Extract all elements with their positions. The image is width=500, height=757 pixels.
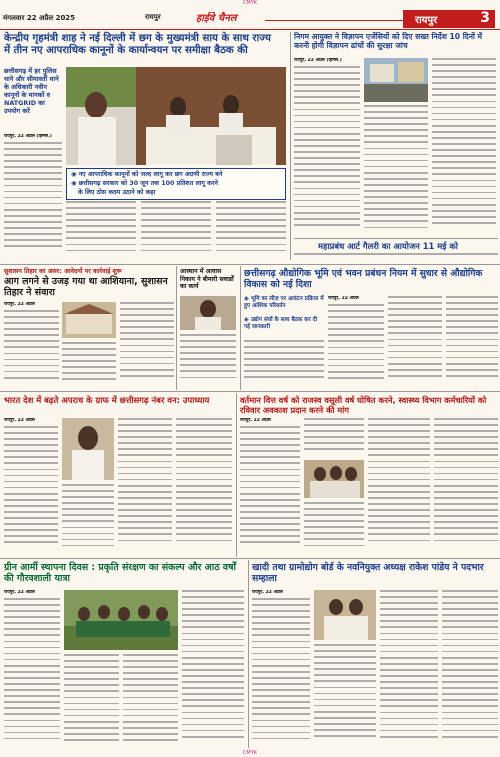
- finance-body-col3: [368, 418, 430, 554]
- industry-dateline: रायपुर, 22 अप्रैल: [328, 296, 359, 301]
- industry-body-col3: [388, 296, 442, 386]
- crime-headline: भारत देश में बढ़ते अपराध के ग्राफ में छत्तीसगढ़ नंबर वन: उपाध्याय: [4, 395, 210, 405]
- finance-body-col4: [434, 418, 498, 554]
- industry-body-col4: [446, 296, 498, 386]
- lead-photo: [66, 67, 286, 165]
- finance-body-col1: [240, 426, 300, 554]
- gallery-headline: महाप्रबंध आर्ट गैलरी का आयोजन 11 मई को: [318, 241, 458, 251]
- industry-bullet-2-text: उद्योग संघों के साथ बैठक कर दी गई जानकारी: [244, 317, 318, 330]
- fire-body-col3: [120, 302, 174, 386]
- crime-body-col3: [118, 418, 172, 554]
- lead-bullet-box: [66, 168, 286, 200]
- lead-bullet-1-text: नए आपराधिक कानूनों को जल्द लागू कर छग अग्रणी राज्य बने: [78, 171, 223, 178]
- lead-bullet-3: के लिए ठोस कदम उठाने को कहा: [78, 189, 156, 196]
- finance-body-col2a: [304, 418, 364, 458]
- fire-body-col1: [4, 310, 59, 386]
- lead-bullet-2-text: छत्तीसगढ़ सरकार को 30 जून तक 100 प्रतिशत लागू करने: [78, 180, 219, 187]
- section-badge: [403, 10, 495, 28]
- green-body-col2: [64, 654, 119, 746]
- industry-body-col2: [328, 304, 384, 386]
- edition-city: रायपुर: [145, 13, 161, 21]
- nigam-body-col3: [432, 58, 496, 236]
- khadi-body-col2: [314, 644, 376, 746]
- crime-body-col2: [62, 484, 114, 554]
- lead-bullet-2: ◉ छत्तीसगढ़ सरकार को 30 जून तक 100 प्रतिशत लागू करने: [71, 180, 219, 187]
- nigam-dateline: रायपुर, 22 अप्रैल (हिमस.): [294, 58, 342, 63]
- column-divider: [290, 32, 291, 260]
- house-photo-image: [62, 302, 116, 338]
- lead-headline: [4, 33, 286, 58]
- finance-dateline: रायपुर, 22 अप्रैल: [240, 418, 271, 423]
- nigam-photo: [364, 58, 428, 102]
- person-photo-image: [180, 296, 236, 330]
- nigam-body-col2: [364, 105, 428, 235]
- industry-bullet-1-text: भूमि का लीज़ पर आवंटन प्रक्रिया में हुए आंशिक परिवर्तन: [244, 296, 324, 309]
- nigam-headline: निगम आयुक्त ने विज्ञापन एजेंसियों को दिए सख्त निर्देश 10 दिनों में करनी होगी विज्ञापन ढांचों की सुरक्षा जांच: [294, 32, 483, 51]
- section-rule-3: [0, 558, 500, 559]
- khadi-headline: खादी तथा ग्रामोद्योग बोर्ड के नवनियुक्त अध्यक्ष राकेश पांडेय ने पदभार सम्हाला: [252, 562, 484, 585]
- industry-divider: [240, 266, 241, 390]
- lead-intro-sub: छत्तीसगढ़ में हर पुलिस थाने और सीमावर्ती थाने के अधिकारी नवीन कानूनों के मानकों व NATGRID का उपयोग करें: [4, 67, 59, 115]
- khadi-body-col1: [252, 598, 310, 746]
- lead-bullet-1: ◉ नए आपराधिक कानूनों को जल्द लागू कर छग अग्रणी राज्य बने: [71, 171, 223, 178]
- print-marks-bottom: CMYK: [242, 750, 258, 756]
- delegation-photo-image: [304, 460, 364, 498]
- gallery-body: [294, 253, 498, 263]
- khadi-body-col4: [442, 590, 498, 746]
- fire-sub: सुशासन तिहार का असर: आवेदनों पर कार्रवाई शुरू: [4, 268, 122, 275]
- crime-body-col1: [4, 426, 58, 554]
- khadi-body-col3: [380, 590, 438, 746]
- lead-body-col4: [216, 201, 286, 257]
- khadi-chairman-photo-image: [314, 590, 376, 640]
- lead-headline-line1: केन्द्रीय गृहमंत्री शाह ने नई दिल्ली में छग के मुख्यमंत्री साय के साथ राज्य: [4, 33, 271, 44]
- fire-headline: आग लगने से उजड़ गया था आशियाना, सुशासन तिहार ने संवारा: [4, 276, 168, 299]
- page-number: 3: [480, 10, 490, 26]
- section-rule-1: [0, 264, 500, 265]
- aasthaan-divider: [176, 266, 177, 390]
- masthead-divider: [265, 14, 415, 21]
- green-photo: [64, 590, 178, 650]
- lead-headline-line2: में तीन नए आपराधिक कानूनों के कार्यान्वयन पर समीक्षा बैठक की: [4, 45, 248, 57]
- finance-body-col2b: [304, 502, 364, 554]
- lead-dateline: रायपुर, 22 अप्रैल (हिमस.): [4, 134, 52, 139]
- crime-photo: [62, 418, 114, 480]
- lead-body-col2: [66, 201, 136, 257]
- aasthaan-photo: [180, 296, 236, 330]
- aasthaan-headline: आस्थान में आवास निकाय ने बीमारी सवार्डों का कार्य: [180, 268, 234, 291]
- issue-date: मंगलवार 22 अप्रैल 2025: [3, 14, 76, 22]
- industry-body-col1: [244, 340, 324, 386]
- green-dateline: रायपुर, 22 अप्रैल: [4, 590, 35, 595]
- lead-body-col3: [141, 201, 211, 257]
- crime-dateline: रायपुर, 22 अप्रैल: [4, 418, 35, 423]
- lead-body-col1: [4, 142, 62, 256]
- green-body-col4: [182, 590, 244, 746]
- fire-body-col2: [62, 342, 116, 386]
- khadi-divider: [248, 560, 249, 748]
- finance-photo: [304, 460, 364, 498]
- green-body-col3: [123, 654, 178, 746]
- green-army-photo-image: [64, 590, 178, 650]
- finance-divider: [236, 393, 237, 557]
- section-rule-2: [0, 391, 500, 392]
- finance-headline: वर्तमान वित्त वर्ष को राजस्व वसूली वर्ष घोषित करने, स्वास्थ्य विभाग कर्मचारियों को रविवार अवकाश प्रदान करने की मांग: [240, 395, 487, 415]
- section-city: रायपुर: [415, 15, 438, 26]
- industry-bullet-1: ◉ भूमि का लीज़ पर आवंटन प्रक्रिया में हुए आंशिक परिवर्तन: [244, 296, 324, 309]
- fire-photo: [62, 302, 116, 338]
- fire-dateline: रायपुर, 22 अप्रैल: [4, 302, 35, 307]
- industry-headline: छत्तीसगढ़ औद्योगिक भूमि एवं भवन प्रबंधन नियम में सुधार से औद्योगिक विकास को नई दिशा: [244, 268, 483, 291]
- khadi-photo: [314, 590, 376, 640]
- green-headline: ग्रीन आर्मी स्थापना दिवस : प्रकृति संरक्षण का संकल्प और आठ वर्षों की गौरवशाली यात्रा: [4, 562, 236, 585]
- masthead: [0, 6, 500, 28]
- politician-photo-image: [62, 418, 114, 480]
- gallery-divider: [294, 238, 498, 239]
- industry-bullet-2: ◉ उद्योग संघों के साथ बैठक कर दी गई जानकारी: [244, 317, 318, 330]
- khadi-dateline: रायपुर, 22 अप्रैल: [252, 590, 283, 595]
- hoarding-photo-image: [364, 58, 428, 102]
- print-marks-top: CMYK: [242, 0, 258, 6]
- meeting-photo-image: [66, 67, 286, 165]
- masthead-rule: [0, 29, 500, 30]
- green-body-col1: [4, 598, 60, 746]
- nigam-body-col1: [294, 66, 360, 236]
- crime-body-col4: [176, 418, 232, 554]
- aasthaan-body: [180, 334, 236, 386]
- newspaper-brand: हाईवे चैनल: [196, 13, 237, 24]
